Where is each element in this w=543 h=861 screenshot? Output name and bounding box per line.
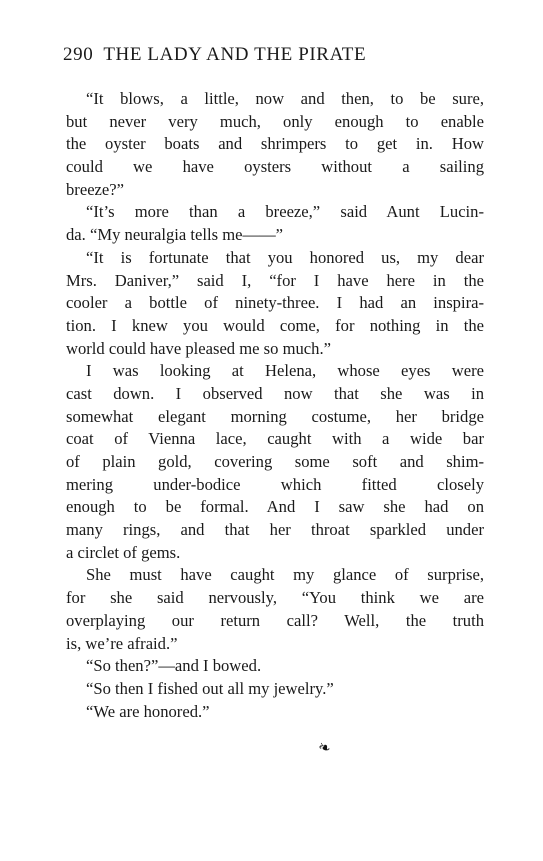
text-line: breeze?” xyxy=(66,179,125,199)
text-line: “So then?”—and I bowed. xyxy=(86,656,262,676)
text-line: could we have oysters without a sailing xyxy=(66,157,484,177)
text-line: overplaying our return call? Well, the truth xyxy=(66,610,484,630)
text-line: tion. I knew you would come, for nothing in the xyxy=(66,315,484,335)
text-line: many rings, and that her throat sparkled under xyxy=(66,520,484,540)
body-text xyxy=(66,88,484,723)
text-line: for she said nervously, “You think we are xyxy=(66,588,484,608)
text-line: the oyster boats and shrimpers to get in. How xyxy=(66,134,484,154)
text-line: mering under-bodice which fitted closely xyxy=(66,474,484,494)
running-head xyxy=(63,43,483,67)
text-line: I was looking at Helena, whose eyes were xyxy=(86,361,484,381)
text-line: but never very much, only enough to enable xyxy=(66,111,484,131)
text-line: “We are honored.” xyxy=(86,701,210,721)
text-line: cast down. I observed now that she was in xyxy=(66,383,484,403)
text-line: world could have pleased me so much.” xyxy=(66,338,331,358)
text-line: somewhat elegant morning costume, her bridge xyxy=(66,406,484,426)
text-line: “It’s more than a breeze,” said Aunt Lucin- xyxy=(86,202,484,222)
text-line: “It is fortunate that you honored us, my dear xyxy=(86,247,484,267)
text-line: of plain gold, covering some soft and shim- xyxy=(66,452,484,471)
running-title: THE LADY AND THE PIRATE xyxy=(103,44,367,65)
text-line: cooler a bottle of ninety-three. I had an inspira- xyxy=(66,293,484,313)
page-number: 290 xyxy=(63,44,94,65)
printer-mark-icon: ❧ xyxy=(315,738,333,758)
text-line: is, we’re afraid.” xyxy=(66,633,178,653)
text-line: She must have caught my glance of surprise, xyxy=(86,565,484,585)
text-line: coat of Vienna lace, caught with a wide bar xyxy=(66,429,484,449)
text-line: “So then I fished out all my jewelry.” xyxy=(86,678,334,698)
text-line: a circlet of gems. xyxy=(66,542,181,562)
text-line: Mrs. Daniver,” said I, “for I have here in the xyxy=(66,270,484,290)
text-line: enough to be formal. And I saw she had on xyxy=(66,497,484,517)
text-line: “It blows, a little, now and then, to be sure, xyxy=(86,89,484,108)
text-line: da. “My neuralgia tells me——” xyxy=(66,225,284,245)
